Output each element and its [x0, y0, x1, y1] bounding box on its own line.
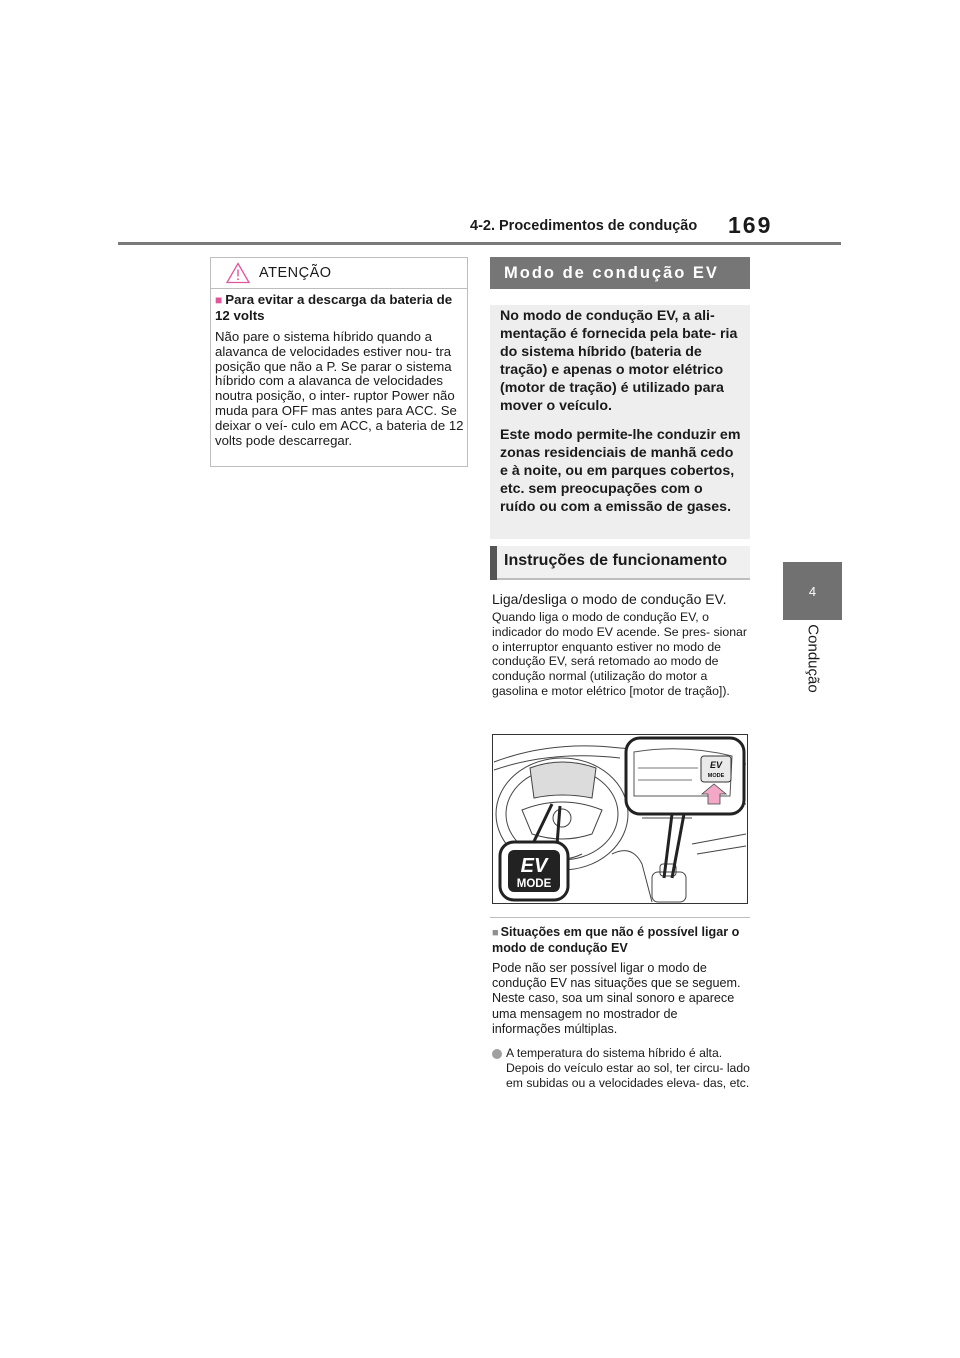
small-ev-label: EV	[709, 760, 723, 770]
toggle-description: Quando liga o modo de condução EV, o indicador do modo EV acende. Se pres- sionar o interruptor enquanto estiver no modo de condução EV, será retomado ao modo de condução normal (utilização do motor a gasolina e motor elétrico [motor de tração]).	[492, 610, 747, 698]
list-item	[492, 1046, 750, 1091]
chapter-label	[783, 620, 842, 730]
callout-zoom	[626, 738, 744, 814]
caution-subtitle-text: Para evitar a descarga da bateria de 12 volts	[215, 292, 453, 323]
square-bullet-icon: ■	[215, 293, 223, 307]
caution-subtitle	[215, 292, 463, 323]
caution-header	[211, 258, 467, 289]
bullet-text: A temperatura do sistema híbrido é alta. Depois do veículo estar ao sol, ter circu- lado em subidas ou a velocidades eleva- das, etc.	[506, 1046, 750, 1090]
chapter-label-text: Condução	[804, 624, 821, 693]
ev-mode-illustration	[492, 734, 748, 904]
ev-mode-intro	[490, 305, 750, 539]
section-title: 4-2. Procedimentos de condução	[470, 218, 698, 234]
caution-body: Não pare o sistema híbrido quando a alavanca de velocidades estiver nou- tra posição que não a P. Se parar o sistema híbrido com a alavanca de velocidades noutra posição, o inter- ruptor Power não muda para OFF mas antes para ACC. Se deixar o veí- culo em ACC, a bateria de 12 volts pode descarregar.	[215, 329, 464, 448]
header-divider	[118, 242, 841, 245]
heading-marker	[490, 546, 497, 580]
ev-button-bottom-label: MODE	[516, 878, 552, 890]
round-bullet-icon	[492, 1049, 502, 1059]
ev-button-top-label: EV	[520, 855, 548, 877]
chapter-tab	[783, 562, 842, 620]
ev-mode-button-callout	[500, 842, 568, 900]
situations-body: Pode não ser possível ligar o modo de condução EV nas situações que se seguem. Neste caso, soa um sinal sonoro e aparece uma mensagem no mostrador de informações múltiplas.	[492, 961, 741, 1036]
instructions-title: Instruções de funcionamento	[504, 552, 728, 569]
intro-paragraph-2: Este modo permite-lhe conduzir em zonas residenciais de manhã cedo e à noite, ou em parques cobertos, etc. sem preocupações com o ruído ou com a emissão de gases.	[500, 427, 741, 515]
ev-mode-title: Modo de condução EV	[490, 257, 750, 289]
chapter-number: 4	[808, 583, 817, 599]
situations-divider	[490, 917, 750, 918]
instructions-heading	[490, 546, 750, 580]
small-mode-label: MODE	[707, 773, 725, 779]
caution-box	[210, 257, 468, 467]
page-number: 169	[728, 212, 773, 238]
situations-title: Situações em que não é possível ligar o modo de condução EV	[492, 925, 740, 955]
instrument-cluster	[530, 762, 596, 798]
warning-triangle-icon	[226, 262, 250, 284]
situations-heading	[492, 925, 750, 956]
toggle-line: Liga/desliga o modo de condução EV.	[492, 591, 727, 607]
intro-paragraph-1: No modo de condução EV, a ali- mentação é fornecida pela bate- ria do sistema híbrido (bateria de tração) e apenas o motor elétrico (motor de tração) é utilizado para mover o veículo.	[500, 308, 738, 414]
square-bullet-icon: ■	[492, 927, 499, 939]
caution-title: ATENÇÃO	[259, 265, 332, 281]
